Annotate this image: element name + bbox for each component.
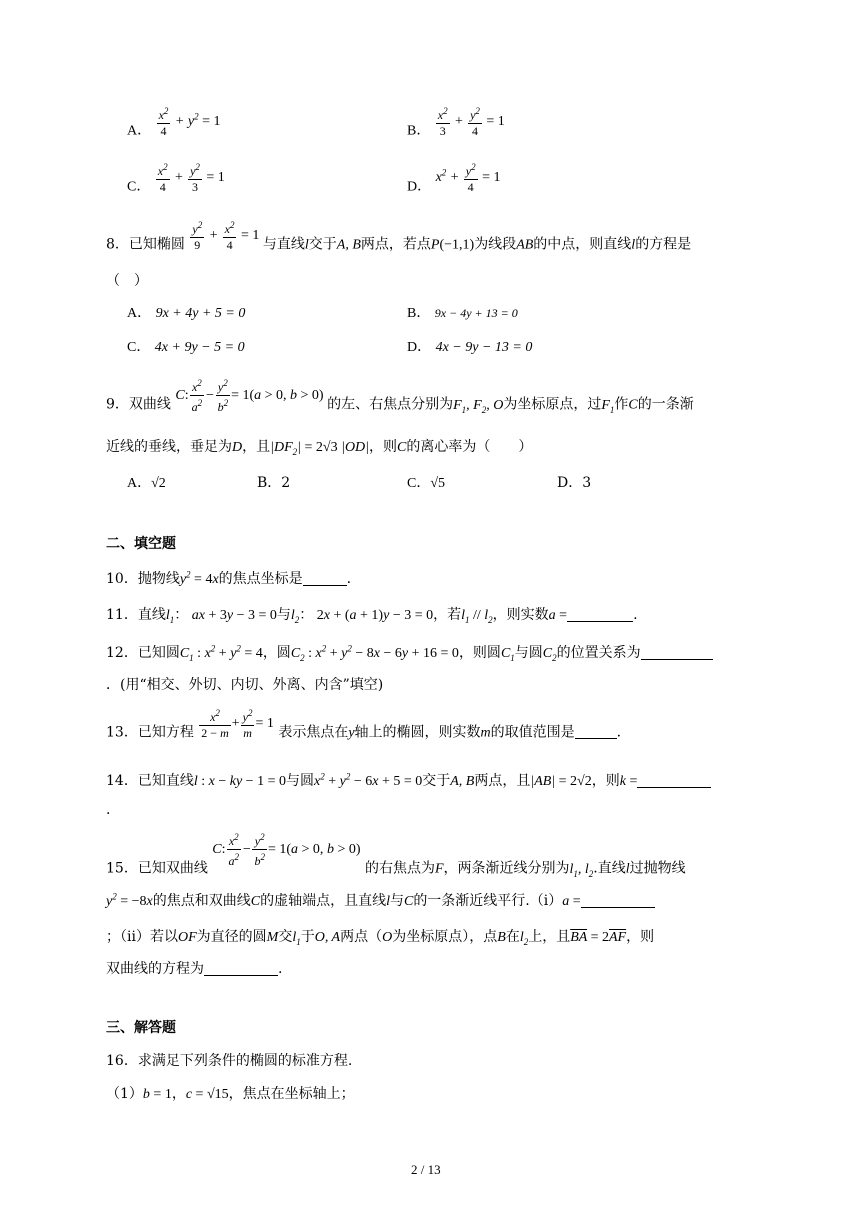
q9-line2: 近线的垂线，垂足为D，且$|DF_2| = 2√3$ |OD|，则C的离心率为（ ）: [106, 439, 533, 457]
q15-hyperbola: C: $\frac{x^2}{a^2}$ − $\frac{y^2}{b^2}$ = 1(a > 0, b > 0): [212, 832, 361, 868]
q8-ellipse: $\frac{y^2}{9}$ + $\frac{x^2}{4}$ = 1: [192, 220, 260, 252]
q9-option-b: B．2: [257, 475, 291, 491]
page-number: 2 / 13: [411, 1162, 441, 1177]
q7-option-c-label: C．: [127, 179, 151, 195]
q8-text-4: 为线段: [474, 236, 517, 253]
q8-option-c: C． 4x + 9y − 5 = 0: [127, 340, 245, 355]
section-solutions: 三、解答题: [106, 1020, 176, 1036]
q9-option-c: C．√5: [407, 476, 446, 491]
q8-text-1: 与直线: [262, 236, 305, 253]
q8-option-d: D． 4x − 9y − 13 = 0: [407, 340, 533, 355]
q12: 12．已知圆$C_1$ : $x^2 + y^2 = 4$，圆$C_2$ : $x^2 + y^2 - 8x - 6y + 16 = 0$，则圆$C_1$与圆$C_2$的位置关系为: [106, 642, 713, 663]
q7-option-b-label: B．: [407, 123, 431, 139]
q15-blank-a: [581, 893, 655, 908]
q7-option-a: [127, 104, 220, 140]
q15: 15．已知双曲线 C: $\frac{x^2}{a^2}$ − $\frac{y^2}{b^2}$ = 1(a > 0, b > 0) 的右焦点为F，两条渐近线分别为$l_1$, $l_2$.直线l过抛物线: [106, 832, 686, 879]
q15-line4: 双曲线的方程为 .: [106, 961, 283, 977]
q12-line2: ．(用“相交、外切、内切、外离、内含”填空): [106, 677, 384, 693]
q9-condition: $|DF_2| = 2√3$ |OD|: [270, 440, 370, 457]
q12-blank: [641, 645, 713, 660]
q7-option-d: [407, 160, 500, 196]
q15-line2: $y^2 = -8x$的焦点和双曲线C的虚轴端点，且直线l与C的一条渐近线平行.（i）a =: [106, 890, 655, 910]
q7-option-c: [127, 160, 225, 196]
q9-option-a: A．√2: [127, 476, 166, 491]
q7-option-c-formula: $\frac{x^2}{4}$ + $\frac{y^2}{3}$ = 1: [157, 162, 225, 194]
q8-option-a-formula: 9x + 4y + 5 = 0: [155, 306, 246, 321]
q9-text-2: 为坐标原点，过: [503, 396, 602, 413]
q9-text-4: 的一条渐: [637, 396, 694, 413]
q9-stem: 9．双曲线 C: $\frac{x^2}{a^2}$ − $\frac{y^2}{b^2}$ = 1(a > 0, b > 0) 的左、右焦点分别为$F_1$, $F_2$, O为坐标原点，过$F_1$作C的一条渐: [106, 378, 694, 415]
q8-text-6: 的方程是: [635, 236, 692, 253]
q9-hyperbola: C: $\frac{x^2}{a^2}$ − $\frac{y^2}{b^2}$ = 1(a > 0, b > 0): [175, 378, 324, 414]
q8-num: 8．已知椭圆: [106, 236, 185, 253]
q9-text-1: 的左、右焦点分别为: [327, 396, 454, 413]
q14-line2: .: [106, 802, 111, 818]
q7-option-d-formula: $x^2$ + $\frac{y^2}{4}$ = 1: [435, 162, 501, 194]
q7-option-a-label: A．: [127, 123, 152, 139]
q14: 14．已知直线l : x − ky − 1 = 0与圆$x^2 + y^2 - 6x + 5 = 0$交于A, B两点，且|AB| = 2√2，则k =: [106, 770, 711, 790]
q15-line3: ；（ii）若以OF为直径的圆M交$l_1$于O, A两点（O为坐标原点），点B在$l_2$上，且$\overline{BA} = 2\overline{AF}$，则: [106, 929, 655, 947]
q8-text-5: 的中点，则直线: [533, 236, 632, 253]
q8-option-a: A． 9x + 4y + 5 = 0: [127, 306, 246, 321]
q7-option-b: [407, 104, 505, 140]
q8-option-c-formula: 4x + 9y − 5 = 0: [154, 340, 245, 355]
q11-blank: [567, 607, 633, 622]
q16-part1: （1）b = 1，c = √15，焦点在坐标轴上；: [106, 1086, 355, 1102]
q14-blank: [637, 773, 711, 788]
q8-option-b: B． 9x − 4y + 13 = 0: [407, 306, 518, 321]
q8-text-3: 两点，若点: [360, 236, 431, 253]
q9-text-3: 作: [614, 396, 629, 413]
q9-option-d: D．3: [557, 475, 592, 491]
q15-blank-b: [204, 961, 278, 976]
q9-num: 9．双曲线: [106, 396, 171, 413]
q8-paren: （ ）: [106, 273, 148, 289]
q13-equation: $\frac{x^2}{2 - m}$ + $\frac{y^2}{m}$ = 1: [201, 708, 274, 740]
q7-option-d-label: D．: [407, 179, 432, 195]
q11: 11．直线$l_1$： ax + 3y − 3 = 0与$l_2$： 2x + (a + 1)y − 3 = 0，若$l_1 // l_2$，则实数a = .: [106, 607, 638, 625]
q10: 10．抛物线$y^2 = 4x$的焦点坐标是 .: [106, 569, 352, 587]
q8-stem: 8．已知椭圆 $\frac{y^2}{9}$ + $\frac{x^2}{4}$ = 1 与直线l交于A, B两点，若点P(−1,1)为线段AB的中点，则直线l的方程是: [106, 220, 692, 253]
q13-blank: [575, 724, 617, 739]
q7-option-b-formula: $\frac{x^2}{3}$ + $\frac{y^2}{4}$ = 1: [437, 106, 505, 138]
q8-option-d-formula: 4x − 9y − 13 = 0: [435, 340, 533, 355]
q7-option-a-formula: $\frac{x^2}{4}$ + $y^2 = 1$: [158, 106, 221, 138]
q10-blank: [303, 571, 347, 586]
q8-option-b-formula: 9x − 4y + 13 = 0: [434, 306, 518, 320]
q8-text-2: 交于: [308, 236, 337, 253]
q13: 13．已知方程 $\frac{x^2}{2 - m}$ + $\frac{y^2}{m}$ = 1 表示焦点在y轴上的椭圆，则实数m的取值范围是 .: [106, 708, 622, 741]
section-fill-in-blank: 二、填空题: [106, 536, 176, 552]
q16: 16．求满足下列条件的椭圆的标准方程.: [106, 1053, 353, 1069]
